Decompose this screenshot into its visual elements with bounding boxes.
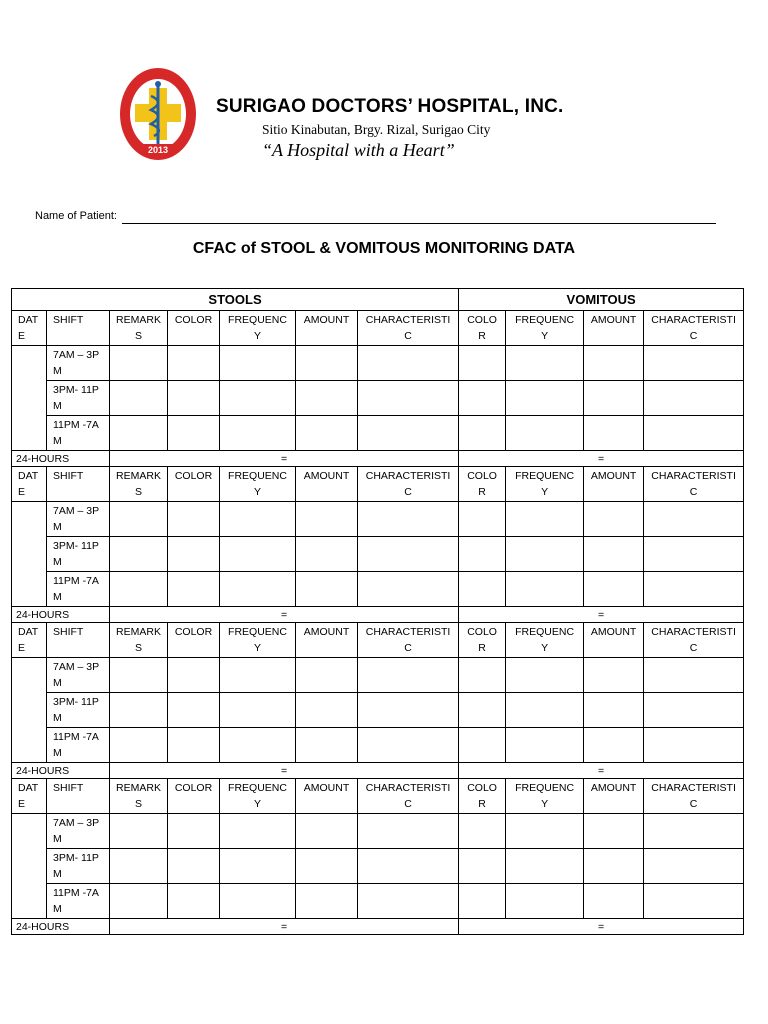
monitoring-table xyxy=(11,288,744,935)
entry-cell[interactable] xyxy=(459,884,506,919)
entry-cell[interactable] xyxy=(296,572,358,607)
entry-cell[interactable] xyxy=(358,884,459,919)
entry-cell[interactable] xyxy=(296,537,358,572)
shift-label: 7AM – 3PM xyxy=(47,658,110,693)
entry-cell[interactable] xyxy=(459,849,506,884)
entry-cell[interactable] xyxy=(459,381,506,416)
entry-cell[interactable] xyxy=(644,502,744,537)
entry-cell[interactable] xyxy=(110,537,168,572)
entry-cell[interactable] xyxy=(644,884,744,919)
document-title: CFAC of STOOL & VOMITOUS MONITORING DATA xyxy=(192,240,576,257)
column-header: CHARACTERISTIC xyxy=(644,623,744,658)
total-label: 24-HOURS xyxy=(12,607,110,623)
entry-cell[interactable] xyxy=(506,884,584,919)
entry-cell[interactable] xyxy=(584,693,644,728)
shift-row xyxy=(12,572,744,607)
column-header: REMARKS xyxy=(110,311,168,346)
entry-cell[interactable] xyxy=(644,728,744,763)
entry-cell[interactable] xyxy=(110,658,168,693)
hospital-tagline: “A Hospital with a Heart” xyxy=(262,140,455,160)
column-header: COLOR xyxy=(168,779,220,814)
entry-cell[interactable] xyxy=(459,502,506,537)
column-header: SHIFT xyxy=(47,311,110,346)
caduceus-icon xyxy=(118,66,198,162)
entry-cell[interactable] xyxy=(644,381,744,416)
shift-label: 3PM- 11PM xyxy=(47,849,110,884)
column-header: CHARACTERISTIC xyxy=(644,311,744,346)
column-header-row xyxy=(12,779,744,814)
shift-row xyxy=(12,537,744,572)
total-row xyxy=(12,607,744,623)
entry-cell[interactable] xyxy=(296,849,358,884)
entry-cell[interactable] xyxy=(506,814,584,849)
column-header: FREQUENC Y xyxy=(220,467,296,502)
entry-cell[interactable] xyxy=(358,537,459,572)
column-header: COLOR xyxy=(168,467,220,502)
column-header: SHIFT xyxy=(47,779,110,814)
shift-row xyxy=(12,693,744,728)
vomitous-heading: VOMITOUS xyxy=(459,289,744,311)
entry-cell[interactable] xyxy=(220,537,296,572)
entry-cell[interactable] xyxy=(110,416,168,451)
entry-cell[interactable] xyxy=(644,658,744,693)
entry-cell[interactable] xyxy=(220,502,296,537)
column-header: CHARACTERISTI C xyxy=(358,779,459,814)
entry-cell[interactable] xyxy=(584,658,644,693)
shift-row xyxy=(12,814,744,849)
entry-cell[interactable] xyxy=(296,884,358,919)
section-heading-row xyxy=(12,289,744,311)
column-header: AMOUNT xyxy=(296,779,358,814)
stool-total[interactable]: = xyxy=(110,763,459,779)
shift-label: 11PM -7AM xyxy=(47,884,110,919)
entry-cell[interactable] xyxy=(506,381,584,416)
entry-cell[interactable] xyxy=(220,884,296,919)
shift-label: 7AM – 3PM xyxy=(47,814,110,849)
entry-cell[interactable] xyxy=(110,346,168,381)
vomit-total[interactable]: = xyxy=(459,763,744,779)
entry-cell[interactable] xyxy=(220,416,296,451)
entry-cell[interactable] xyxy=(168,728,220,763)
column-header: COLOR xyxy=(459,779,506,814)
entry-cell[interactable] xyxy=(168,884,220,919)
date-cell[interactable] xyxy=(12,814,47,919)
shift-label: 3PM- 11PM xyxy=(47,693,110,728)
entry-cell[interactable] xyxy=(296,416,358,451)
entry-cell[interactable] xyxy=(506,572,584,607)
entry-cell[interactable] xyxy=(459,658,506,693)
column-header: COLOR xyxy=(168,311,220,346)
shift-row xyxy=(12,416,744,451)
entry-cell[interactable] xyxy=(644,572,744,607)
column-header: DAT E xyxy=(12,311,47,346)
shift-row xyxy=(12,346,744,381)
entry-cell[interactable] xyxy=(644,814,744,849)
entry-cell[interactable] xyxy=(584,416,644,451)
entry-cell[interactable] xyxy=(506,658,584,693)
entry-cell[interactable] xyxy=(110,693,168,728)
column-header: AMOUNT xyxy=(296,467,358,502)
entry-cell[interactable] xyxy=(168,346,220,381)
stools-heading: STOOLS xyxy=(12,289,459,311)
entry-cell[interactable] xyxy=(220,346,296,381)
entry-cell[interactable] xyxy=(296,658,358,693)
stool-total[interactable]: = xyxy=(110,607,459,623)
entry-cell[interactable] xyxy=(168,572,220,607)
entry-cell[interactable] xyxy=(506,728,584,763)
column-header: CHARACTERISTIC xyxy=(644,779,744,814)
total-label: 24-HOURS xyxy=(12,451,110,467)
column-header-row xyxy=(12,311,744,346)
entry-cell[interactable] xyxy=(110,728,168,763)
column-header: REMARKS xyxy=(110,467,168,502)
total-row xyxy=(12,919,744,935)
column-header: SHIFT xyxy=(47,467,110,502)
column-header: DAT E xyxy=(12,779,47,814)
hospital-name: SURIGAO DOCTORS’ HOSPITAL, INC. xyxy=(216,96,564,117)
date-cell[interactable] xyxy=(12,346,47,451)
stool-total[interactable]: = xyxy=(110,451,459,467)
entry-cell[interactable] xyxy=(296,693,358,728)
total-label: 24-HOURS xyxy=(12,763,110,779)
entry-cell[interactable] xyxy=(459,572,506,607)
shift-label: 7AM – 3PM xyxy=(47,502,110,537)
entry-cell[interactable] xyxy=(506,537,584,572)
entry-cell[interactable] xyxy=(110,572,168,607)
entry-cell[interactable] xyxy=(220,572,296,607)
entry-cell[interactable] xyxy=(358,502,459,537)
shift-row xyxy=(12,849,744,884)
entry-cell[interactable] xyxy=(506,502,584,537)
column-header-row xyxy=(12,623,744,658)
entry-cell[interactable] xyxy=(506,346,584,381)
entry-cell[interactable] xyxy=(168,693,220,728)
stool-total[interactable]: = xyxy=(110,919,459,935)
column-header: AMOUNT xyxy=(584,623,644,658)
entry-cell[interactable] xyxy=(584,381,644,416)
entry-cell[interactable] xyxy=(168,849,220,884)
column-header: DAT E xyxy=(12,623,47,658)
entry-cell[interactable] xyxy=(459,416,506,451)
entry-cell[interactable] xyxy=(168,416,220,451)
date-cell[interactable] xyxy=(12,502,47,607)
column-header: COLOR xyxy=(459,467,506,502)
shift-row xyxy=(12,502,744,537)
date-cell[interactable] xyxy=(12,658,47,763)
entry-cell[interactable] xyxy=(584,346,644,381)
entry-cell[interactable] xyxy=(220,814,296,849)
column-header: CHARACTERISTIC xyxy=(644,467,744,502)
entry-cell[interactable] xyxy=(168,814,220,849)
entry-cell[interactable] xyxy=(584,884,644,919)
column-header: AMOUNT xyxy=(296,623,358,658)
column-header: COLO R xyxy=(459,311,506,346)
entry-cell[interactable] xyxy=(459,814,506,849)
column-header: DAT E xyxy=(12,467,47,502)
entry-cell[interactable] xyxy=(110,814,168,849)
entry-cell[interactable] xyxy=(506,849,584,884)
column-header: COLO R xyxy=(459,623,506,658)
shift-label: 11PM -7AM xyxy=(47,416,110,451)
entry-cell[interactable] xyxy=(644,849,744,884)
entry-cell[interactable] xyxy=(110,381,168,416)
shift-row xyxy=(12,658,744,693)
column-header: FREQUENC Y xyxy=(220,779,296,814)
entry-cell[interactable] xyxy=(644,346,744,381)
shift-label: 7AM – 3PM xyxy=(47,346,110,381)
total-row xyxy=(12,451,744,467)
column-header: AMOUNT xyxy=(584,311,644,346)
entry-cell[interactable] xyxy=(296,502,358,537)
shift-row xyxy=(12,884,744,919)
entry-cell[interactable] xyxy=(296,728,358,763)
vomit-total[interactable]: = xyxy=(459,451,744,467)
entry-cell[interactable] xyxy=(506,693,584,728)
column-header: FREQUENCY xyxy=(506,311,584,346)
entry-cell[interactable] xyxy=(584,728,644,763)
entry-cell[interactable] xyxy=(506,416,584,451)
shift-row xyxy=(12,728,744,763)
column-header: FREQUENCY xyxy=(506,623,584,658)
entry-cell[interactable] xyxy=(220,658,296,693)
entry-cell[interactable] xyxy=(110,502,168,537)
column-header: COLOR xyxy=(168,623,220,658)
entry-cell[interactable] xyxy=(644,537,744,572)
entry-cell[interactable] xyxy=(358,416,459,451)
entry-cell[interactable] xyxy=(459,346,506,381)
hospital-logo xyxy=(118,66,198,162)
hospital-address: Sitio Kinabutan, Brgy. Rizal, Surigao City xyxy=(262,122,491,137)
entry-cell[interactable] xyxy=(459,537,506,572)
entry-cell[interactable] xyxy=(584,814,644,849)
entry-cell[interactable] xyxy=(168,658,220,693)
column-header: FREQUENCY xyxy=(506,467,584,502)
entry-cell[interactable] xyxy=(220,728,296,763)
entry-cell[interactable] xyxy=(584,572,644,607)
logo-year: 2013 xyxy=(147,145,169,155)
entry-cell[interactable] xyxy=(358,728,459,763)
total-row xyxy=(12,763,744,779)
column-header: SHIFT xyxy=(47,623,110,658)
column-header: REMARKS xyxy=(110,779,168,814)
column-header: FREQUENCY xyxy=(506,779,584,814)
column-header: AMOUNT xyxy=(584,467,644,502)
column-header-row xyxy=(12,467,744,502)
entry-cell[interactable] xyxy=(358,381,459,416)
shift-row xyxy=(12,381,744,416)
vomit-total[interactable]: = xyxy=(459,607,744,623)
entry-cell[interactable] xyxy=(220,849,296,884)
shift-label: 11PM -7AM xyxy=(47,572,110,607)
entry-cell[interactable] xyxy=(168,502,220,537)
column-header: FREQUENCY xyxy=(220,311,296,346)
entry-cell[interactable] xyxy=(459,693,506,728)
patient-name-field[interactable] xyxy=(122,223,716,224)
entry-cell[interactable] xyxy=(584,502,644,537)
entry-cell[interactable] xyxy=(358,658,459,693)
total-label: 24-HOURS xyxy=(12,919,110,935)
entry-cell[interactable] xyxy=(168,381,220,416)
table-body xyxy=(12,289,744,935)
entry-cell[interactable] xyxy=(296,381,358,416)
column-header: AMOUNT xyxy=(584,779,644,814)
column-header: CHARACTERISTI C xyxy=(358,467,459,502)
vomit-total[interactable]: = xyxy=(459,919,744,935)
entry-cell[interactable] xyxy=(358,814,459,849)
entry-cell[interactable] xyxy=(110,849,168,884)
entry-cell[interactable] xyxy=(358,849,459,884)
entry-cell[interactable] xyxy=(584,537,644,572)
column-header: CHARACTERISTIC xyxy=(358,311,459,346)
entry-cell[interactable] xyxy=(584,849,644,884)
entry-cell[interactable] xyxy=(644,416,744,451)
patient-name-label: Name of Patient: xyxy=(35,210,117,222)
column-header: AMOUNT xyxy=(296,311,358,346)
entry-cell[interactable] xyxy=(220,381,296,416)
entry-cell[interactable] xyxy=(296,814,358,849)
entry-cell[interactable] xyxy=(168,537,220,572)
column-header: FREQUENCY xyxy=(220,623,296,658)
entry-cell[interactable] xyxy=(459,728,506,763)
column-header: REMARKS xyxy=(110,623,168,658)
shift-label: 3PM- 11PM xyxy=(47,381,110,416)
shift-label: 11PM -7AM xyxy=(47,728,110,763)
entry-cell[interactable] xyxy=(358,693,459,728)
entry-cell[interactable] xyxy=(220,693,296,728)
entry-cell[interactable] xyxy=(644,693,744,728)
entry-cell[interactable] xyxy=(358,346,459,381)
shift-label: 3PM- 11PM xyxy=(47,537,110,572)
entry-cell[interactable] xyxy=(296,346,358,381)
entry-cell[interactable] xyxy=(110,884,168,919)
column-header: CHARACTERISTIC xyxy=(358,623,459,658)
entry-cell[interactable] xyxy=(358,572,459,607)
